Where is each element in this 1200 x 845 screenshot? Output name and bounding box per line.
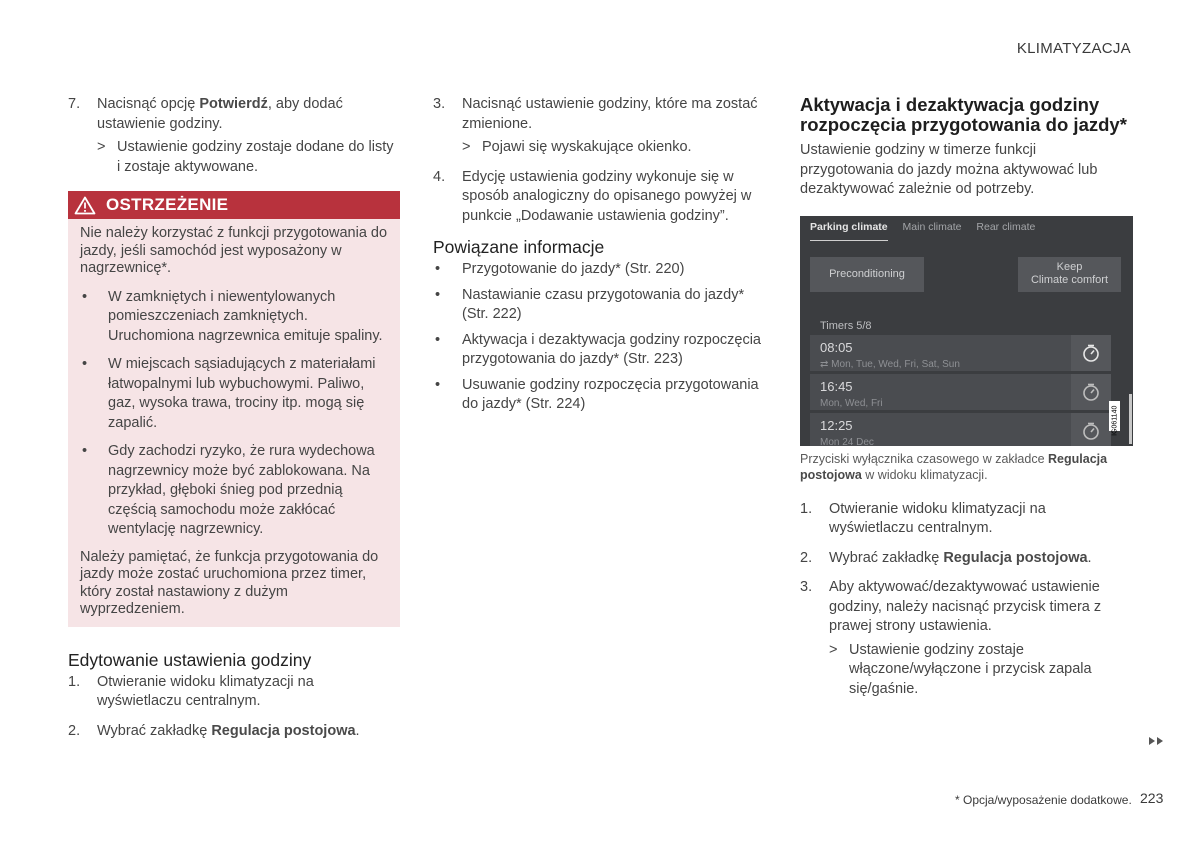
caption-bold: Regulacja postojowa	[800, 451, 1108, 482]
confirm-label: Potwierdź	[199, 96, 268, 112]
warning-bullet-text: W zamkniętych i niewentylowanych pomieszczeniach zamkniętych. Uruchomiona nagrzewnica emituje spaliny.	[108, 288, 383, 344]
intro-text: Ustawienie godziny w timerze funkcji przygotowania do jazdy można aktywować lub dezaktywować zależnie od potrzeby.	[800, 142, 1098, 197]
tab-name: Regulacja postojowa	[943, 549, 1088, 566]
activation-step-1	[800, 500, 1133, 539]
footnote: * Opcja/wyposażenie dodatkowe.	[955, 793, 1132, 807]
edit-step-1	[68, 673, 400, 712]
activation-step-3	[800, 578, 1133, 699]
related-link[interactable]: Usuwanie godziny rozpoczęcia przygotowania do jazdy* (Str. 224)	[462, 376, 759, 412]
image-id-label	[1109, 401, 1120, 436]
tab-name: Regulacja postojowa	[211, 722, 356, 739]
step-text: Otwieranie widoku klimatyzacji na wyświetlaczu centralnym.	[829, 500, 1046, 536]
warning-bullet-text: Gdy zachodzi ryzyko, że rura wydechowa nagrzewnicy może być zablokowana. Na przykład, głęboki śnieg pod przednią częścią samochodu może zakłócać wentylację nagrzewnicy.	[108, 443, 375, 537]
related-item[interactable]: • Nastawianie czasu przygotowania do jazdy* (Str. 222)	[435, 286, 745, 322]
step-number: 4.	[433, 168, 446, 185]
warning-bullet: • W zamkniętych i niewentylowanych pomieszczeniach zamkniętych. Uruchomiona nagrzewnica emituje spaliny.	[82, 288, 383, 344]
step-text-pre: Wybrać zakładkę	[97, 722, 212, 739]
warning-body	[68, 219, 400, 619]
result-arrow: >	[829, 641, 838, 658]
step-3-result	[829, 641, 1133, 700]
result-arrow: >	[97, 139, 106, 155]
step-number: 2.	[800, 549, 813, 566]
result-text: Pojawi się wyskakujące okienko.	[482, 139, 692, 155]
warning-title: OSTRZEŻENIE	[106, 195, 229, 215]
edit-step-2	[68, 722, 400, 742]
related-item[interactable]: • Aktywacja i dezaktywacja godziny rozpoczęcia przygotowania do jazdy* (Str. 223)	[435, 331, 761, 367]
step-3-result	[462, 138, 771, 158]
step-number: 3.	[800, 579, 813, 595]
column-left	[68, 95, 400, 751]
preconditioning-button[interactable]: Preconditioning	[810, 257, 924, 292]
tab-parking-climate[interactable]: Parking climate	[810, 218, 888, 242]
timer-button[interactable]	[1071, 335, 1111, 371]
forward-arrows-icon	[1148, 736, 1166, 746]
timer-row[interactable]	[810, 374, 1111, 410]
section-header: KLIMATYZACJA	[1016, 40, 1131, 57]
timer-days: Mon, Wed, Fri	[820, 397, 883, 409]
step-text-pre: Nacisnąć opcję	[97, 96, 200, 112]
warning-intro: Nie należy korzystać z funkcji przygotowania do jazdy, jeśli samochód jest wyposażony w nagrzewnicę*.	[80, 225, 388, 276]
climate-tabs	[810, 218, 1047, 242]
related-item[interactable]: • Przygotowanie do jazdy* (Str. 220)	[435, 261, 685, 277]
step-text: Nacisnąć ustawienie godziny, które ma zostać zmienione.	[462, 96, 758, 132]
step-text: Otwieranie widoku klimatyzacji na wyświetlaczu centralnym.	[97, 673, 314, 709]
step-number: 1.	[68, 673, 81, 690]
timer-time: 16:45	[820, 378, 853, 394]
keep-label: Keep	[1056, 261, 1083, 273]
warning-bullet: • W miejscach sąsiadujących z materiałami łatwopalnymi lub wybuchowymi. Paliwo, gaz, wysoka trawa, trociny itp. mogą się zapalić.	[82, 356, 376, 431]
step-3	[433, 95, 771, 158]
column-right	[800, 95, 1133, 709]
result-text: Ustawienie godziny zostaje dodane do listy i zostaje aktywowane.	[117, 139, 394, 175]
step-text-post: , aby dodać ustawienie godziny.	[97, 96, 343, 132]
warning-bullet-text: W miejscach sąsiadujących z materiałami łatwopalnymi lub wybuchowymi. Paliwo, gaz, wysoka trawa, trociny itp. mogą się zapalić.	[108, 356, 376, 431]
activation-step-2	[800, 549, 1133, 569]
step-number: 1.	[800, 500, 813, 517]
climate-comfort-label: Climate comfort	[1030, 274, 1109, 286]
page-number: 223	[1140, 790, 1164, 806]
warning-box	[68, 191, 400, 627]
warning-triangle-icon	[74, 196, 96, 215]
timer-days: Mon 24 Dec	[820, 436, 874, 446]
caption-pre: Przyciski wyłącznika czasowego w zakładce	[800, 451, 1049, 466]
scrollbar[interactable]	[1129, 394, 1132, 444]
step-7-result	[97, 138, 400, 177]
warning-header	[68, 191, 400, 219]
keep-climate-comfort-button[interactable]	[1018, 257, 1121, 292]
climate-screen-image	[800, 216, 1133, 446]
caption-post: w widoku klimatyzacji.	[861, 468, 988, 482]
timers-label: Timers 5/8	[820, 319, 872, 332]
step-text-post: .	[1087, 549, 1092, 566]
step-7	[68, 95, 400, 177]
timer-days-text: Mon, Tue, Wed, Fri, Sat, Sun	[831, 358, 960, 370]
step-number: 3.	[433, 96, 446, 112]
repeat-icon: ⇄	[820, 358, 832, 370]
related-list	[433, 260, 771, 415]
step-text: Aby aktywować/dezaktywować ustawienie godziny, należy nacisnąć przycisk timera z prawej strony ustawienia.	[829, 579, 1102, 634]
timer-days	[820, 355, 960, 375]
warning-bullet: • Gdy zachodzi ryzyko, że rura wydechowa nagrzewnicy może być zablokowana. Na przykład, głęboki śnieg pod przednią częścią samochodu może zakłócać wentylację nagrzewnicy.	[82, 443, 375, 537]
step-text-post: .	[355, 722, 360, 739]
related-link[interactable]: Nastawianie czasu przygotowania do jazdy* (Str. 222)	[462, 286, 745, 322]
timer-icon	[1081, 382, 1101, 402]
timer-row[interactable]	[810, 413, 1111, 446]
image-id-text: IG061140	[1111, 405, 1119, 436]
step-text-pre: Wybrać zakładkę	[829, 549, 944, 566]
timer-time: 12:25	[820, 417, 853, 433]
image-caption	[800, 451, 1133, 484]
step-number: 2.	[68, 722, 81, 739]
result-arrow: >	[462, 139, 471, 155]
step-text: Edycję ustawienia godziny wykonuje się w sposób analogiczny do opisanego powyżej w punkcie „Dodawanie ustawienia godziny”.	[462, 168, 752, 224]
tab-main-climate[interactable]: Main climate	[902, 220, 962, 233]
step-number: 7.	[68, 96, 81, 112]
tab-rear-climate[interactable]: Rear climate	[976, 220, 1036, 233]
section-heading-activation: Aktywacja i dezaktywacja godziny rozpoczęcia przygotowania do jazdy*	[800, 94, 1127, 135]
timer-button[interactable]	[1071, 374, 1111, 410]
result-text: Ustawienie godziny zostaje włączone/wyłączone i przycisk zapala się/gaśnie.	[849, 641, 1092, 697]
related-link[interactable]: Przygotowanie do jazdy* (Str. 220)	[462, 261, 685, 277]
timer-icon	[1081, 421, 1101, 441]
timer-icon	[1081, 343, 1101, 363]
related-link[interactable]: Aktywacja i dezaktywacja godziny rozpoczęcia przygotowania do jazdy* (Str. 223)	[462, 331, 761, 367]
section-heading-edit: Edytowanie ustawienia godziny	[68, 649, 312, 670]
timer-row[interactable]	[810, 335, 1111, 371]
step-4	[433, 168, 771, 227]
related-item[interactable]: • Usuwanie godziny rozpoczęcia przygotowania do jazdy* (Str. 224)	[435, 376, 759, 412]
column-middle	[433, 95, 771, 421]
related-heading: Powiązane informacje	[433, 237, 605, 257]
warning-outro: Należy pamiętać, że funkcja przygotowania do jazdy może zostać uruchomiona przez timer, który został nastawiony z dużym wyprzedzeniem.	[80, 548, 379, 617]
timer-time: 08:05	[820, 339, 853, 355]
